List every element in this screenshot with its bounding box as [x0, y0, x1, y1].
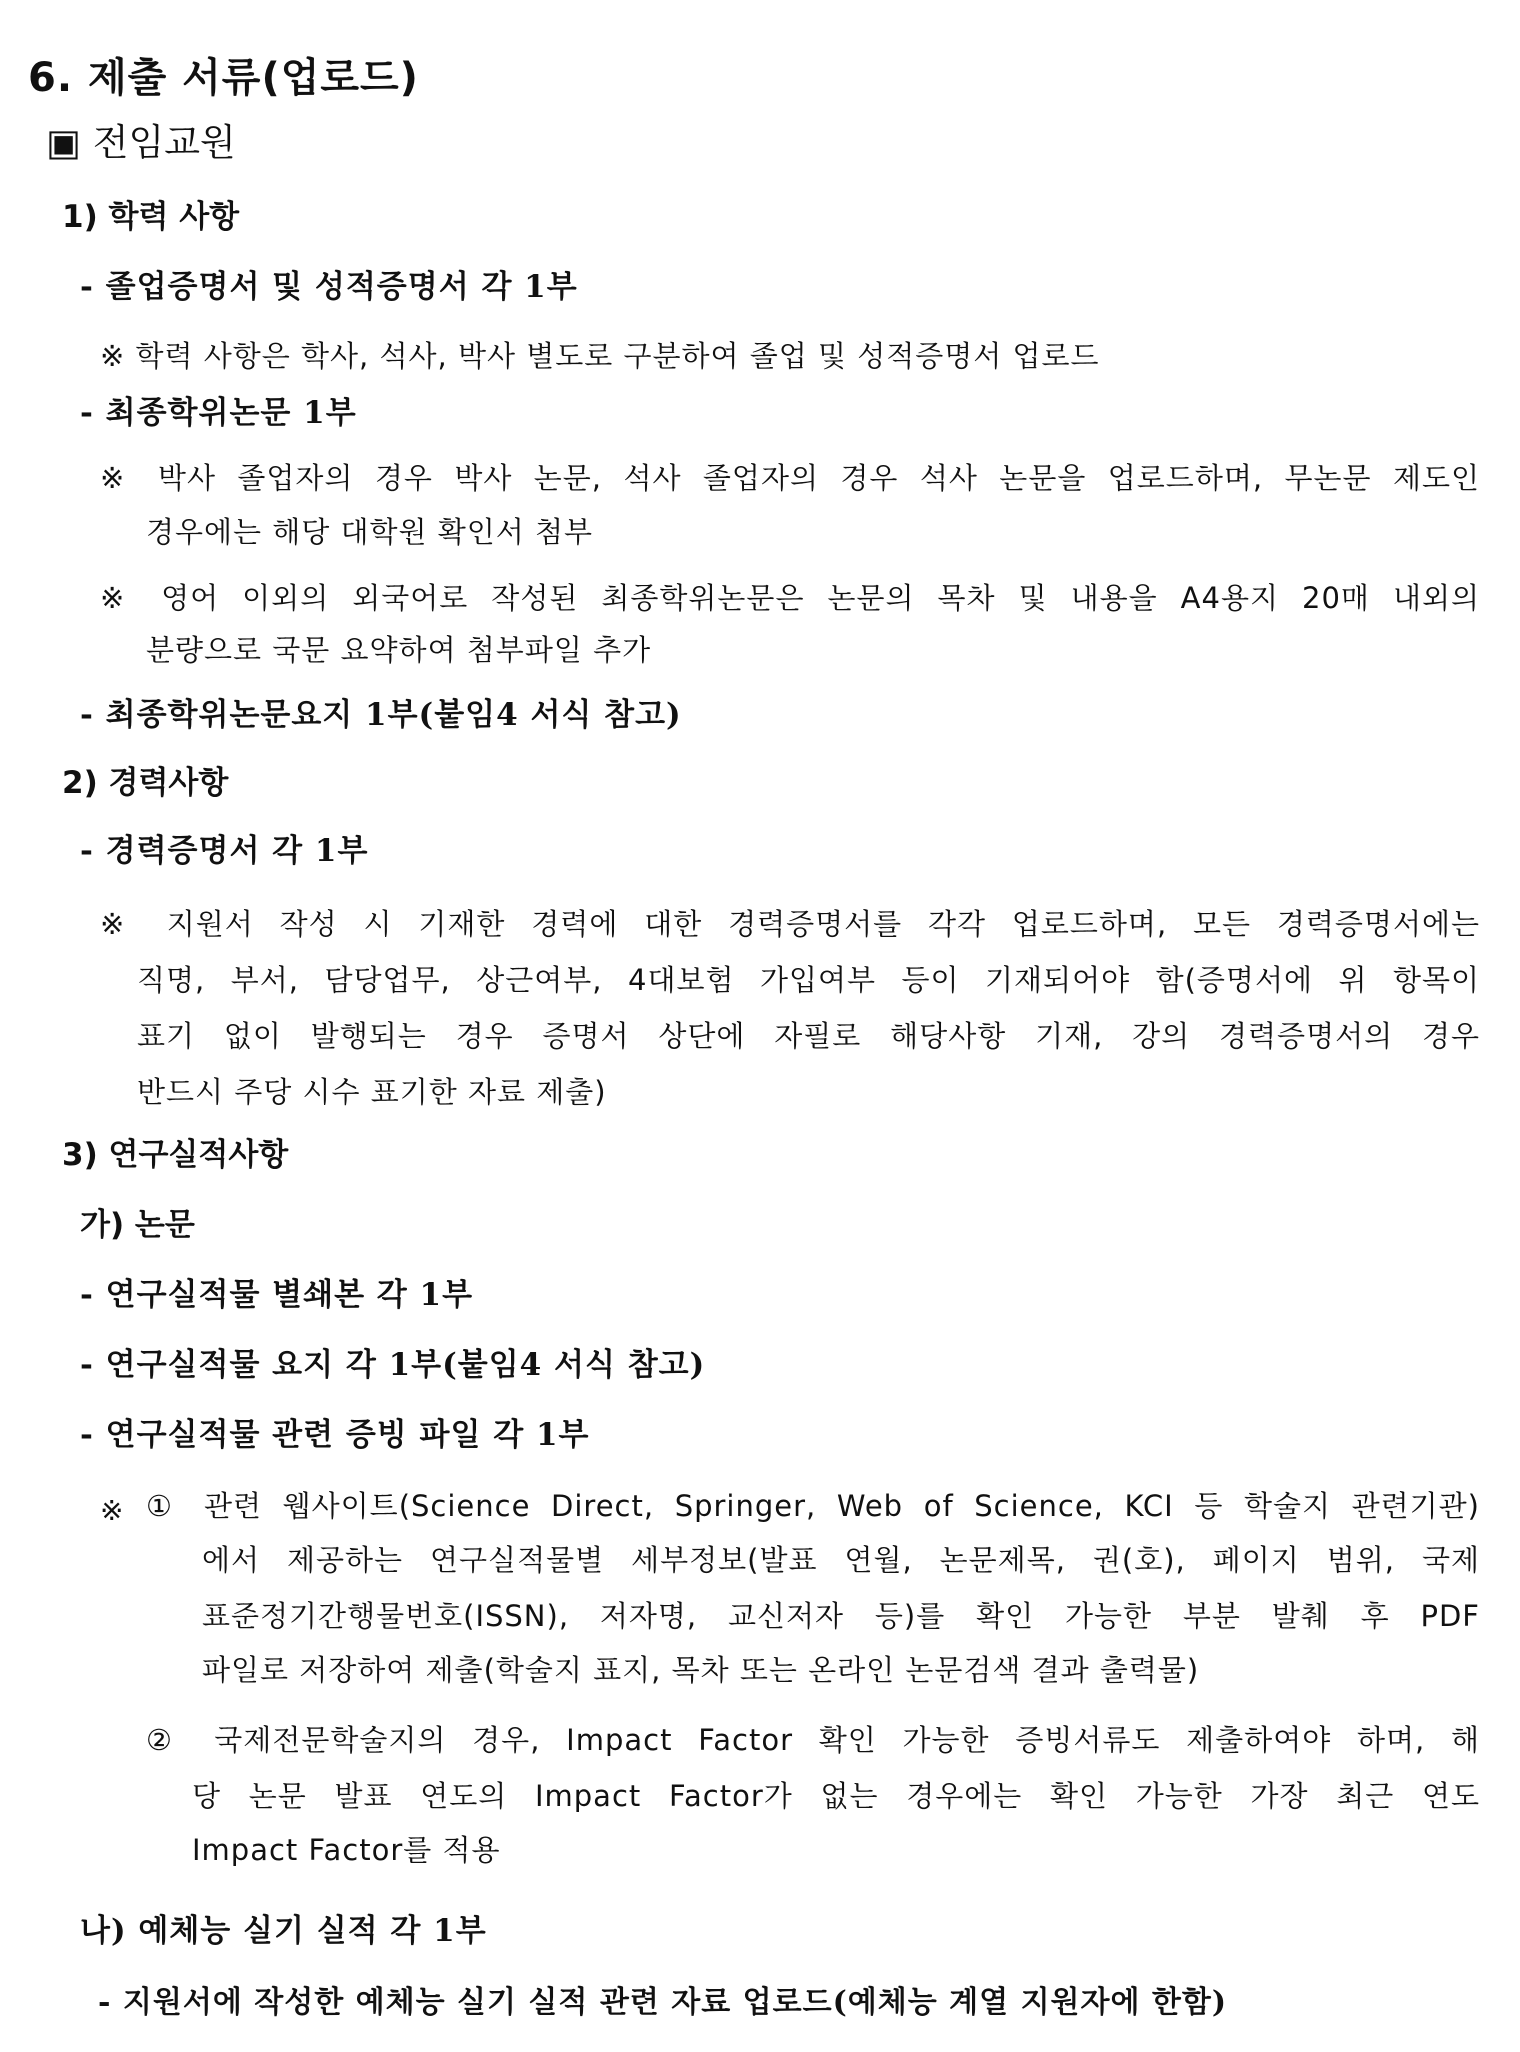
s3-heading: 3) 연구실적사항 — [62, 1137, 289, 1173]
s1-note-foreign-line2: 분량으로 국문 요약하여 첨부파일 추가 — [146, 633, 652, 667]
s2-note-line4: 반드시 주당 시수 표기한 자료 제출) — [137, 1075, 607, 1109]
s3-note1-line1: ① 관련 웹사이트(Science Direct, Springer, Web of Science, KCI 등 학술지 관련기관) — [146, 1489, 1480, 1523]
s3-item-abstract: - 연구실적물 요지 각 1부(붙임4 서식 참고) — [80, 1347, 706, 1383]
s2-item-career: - 경력증명서 각 1부 — [80, 833, 369, 869]
s3-note1-line4: 파일로 저장하여 제출(학술지 표지, 목차 또는 온라인 논문검색 결과 출력물) — [202, 1653, 1200, 1687]
s3-note2-line2: 당 논문 발표 연도의 Impact Factor가 없는 경우에는 확인 가능한 가장 최근 연도 — [192, 1779, 1480, 1813]
s1-note-foreign-line1: ※ 영어 이외의 외국어로 작성된 최종학위논문은 논문의 목차 및 내용을 A4용지 20매 내외의 — [100, 581, 1480, 615]
s3-sub-arts: 나) 예체능 실기 실적 각 1부 — [80, 1913, 487, 1949]
s3-sub-papers: 가) 논문 — [80, 1207, 195, 1243]
s3-note-mark: ※ — [100, 1494, 124, 1527]
s2-note-line2: 직명, 부서, 담당업무, 상근여부, 4대보험 가입여부 등이 기재되어야 함(증명서에 위 항목이 — [137, 963, 1480, 997]
s1-note-thesis-line2: 경우에는 해당 대학원 확인서 첨부 — [146, 515, 594, 549]
s1-note-thesis-line1: ※ 박사 졸업자의 경우 박사 논문, 석사 졸업자의 경우 석사 논문을 업로드하며, 무논문 제도인 — [100, 461, 1480, 495]
s2-note-line1: ※ 지원서 작성 시 기재한 경력에 대한 경력증명서를 각각 업로드하며, 모든 경력증명서에는 — [100, 907, 1480, 941]
section-title: 6. 제출 서류(업로드) — [28, 55, 419, 101]
s3-note1-line3: 표준정기간행물번호(ISSN), 저자명, 교신저자 등)를 확인 가능한 부분 발췌 후 PDF — [202, 1599, 1480, 1633]
s2-heading: 2) 경력사항 — [62, 765, 229, 801]
category-heading: ▣ 전임교원 — [46, 121, 236, 164]
s2-note-line3: 표기 없이 발행되는 경우 증명서 상단에 자필로 해당사항 기재, 강의 경력증명서의 경우 — [137, 1019, 1480, 1053]
s3-note1-line2: 에서 제공하는 연구실적물별 세부정보(발표 연월, 논문제목, 권(호), 페이지 범위, 국제 — [202, 1543, 1480, 1577]
s3-note2-line1: ② 국제전문학술지의 경우, Impact Factor 확인 가능한 증빙서류도 제출하여야 하며, 해 — [146, 1723, 1480, 1757]
s1-item-diploma: - 졸업증명서 및 성적증명서 각 1부 — [80, 269, 578, 305]
s3-item-reprint: - 연구실적물 별쇄본 각 1부 — [80, 1277, 474, 1313]
s1-note-degree: ※ 학력 사항은 학사, 석사, 박사 별도로 구분하여 졸업 및 성적증명서 업로드 — [100, 339, 1100, 373]
s3-item-arts-upload: - 지원서에 작성한 예체능 실기 실적 관련 자료 업로드(예체능 계열 지원자에 한함) — [98, 1985, 1228, 2020]
s3-note2-line3: Impact Factor를 적용 — [192, 1833, 501, 1867]
s1-heading: 1) 학력 사항 — [62, 199, 240, 235]
s1-item-thesis: - 최종학위논문 1부 — [80, 395, 357, 431]
s1-item-summary: - 최종학위논문요지 1부(붙임4 서식 참고) — [80, 697, 682, 733]
s3-item-evidence: - 연구실적물 관련 증빙 파일 각 1부 — [80, 1417, 590, 1453]
